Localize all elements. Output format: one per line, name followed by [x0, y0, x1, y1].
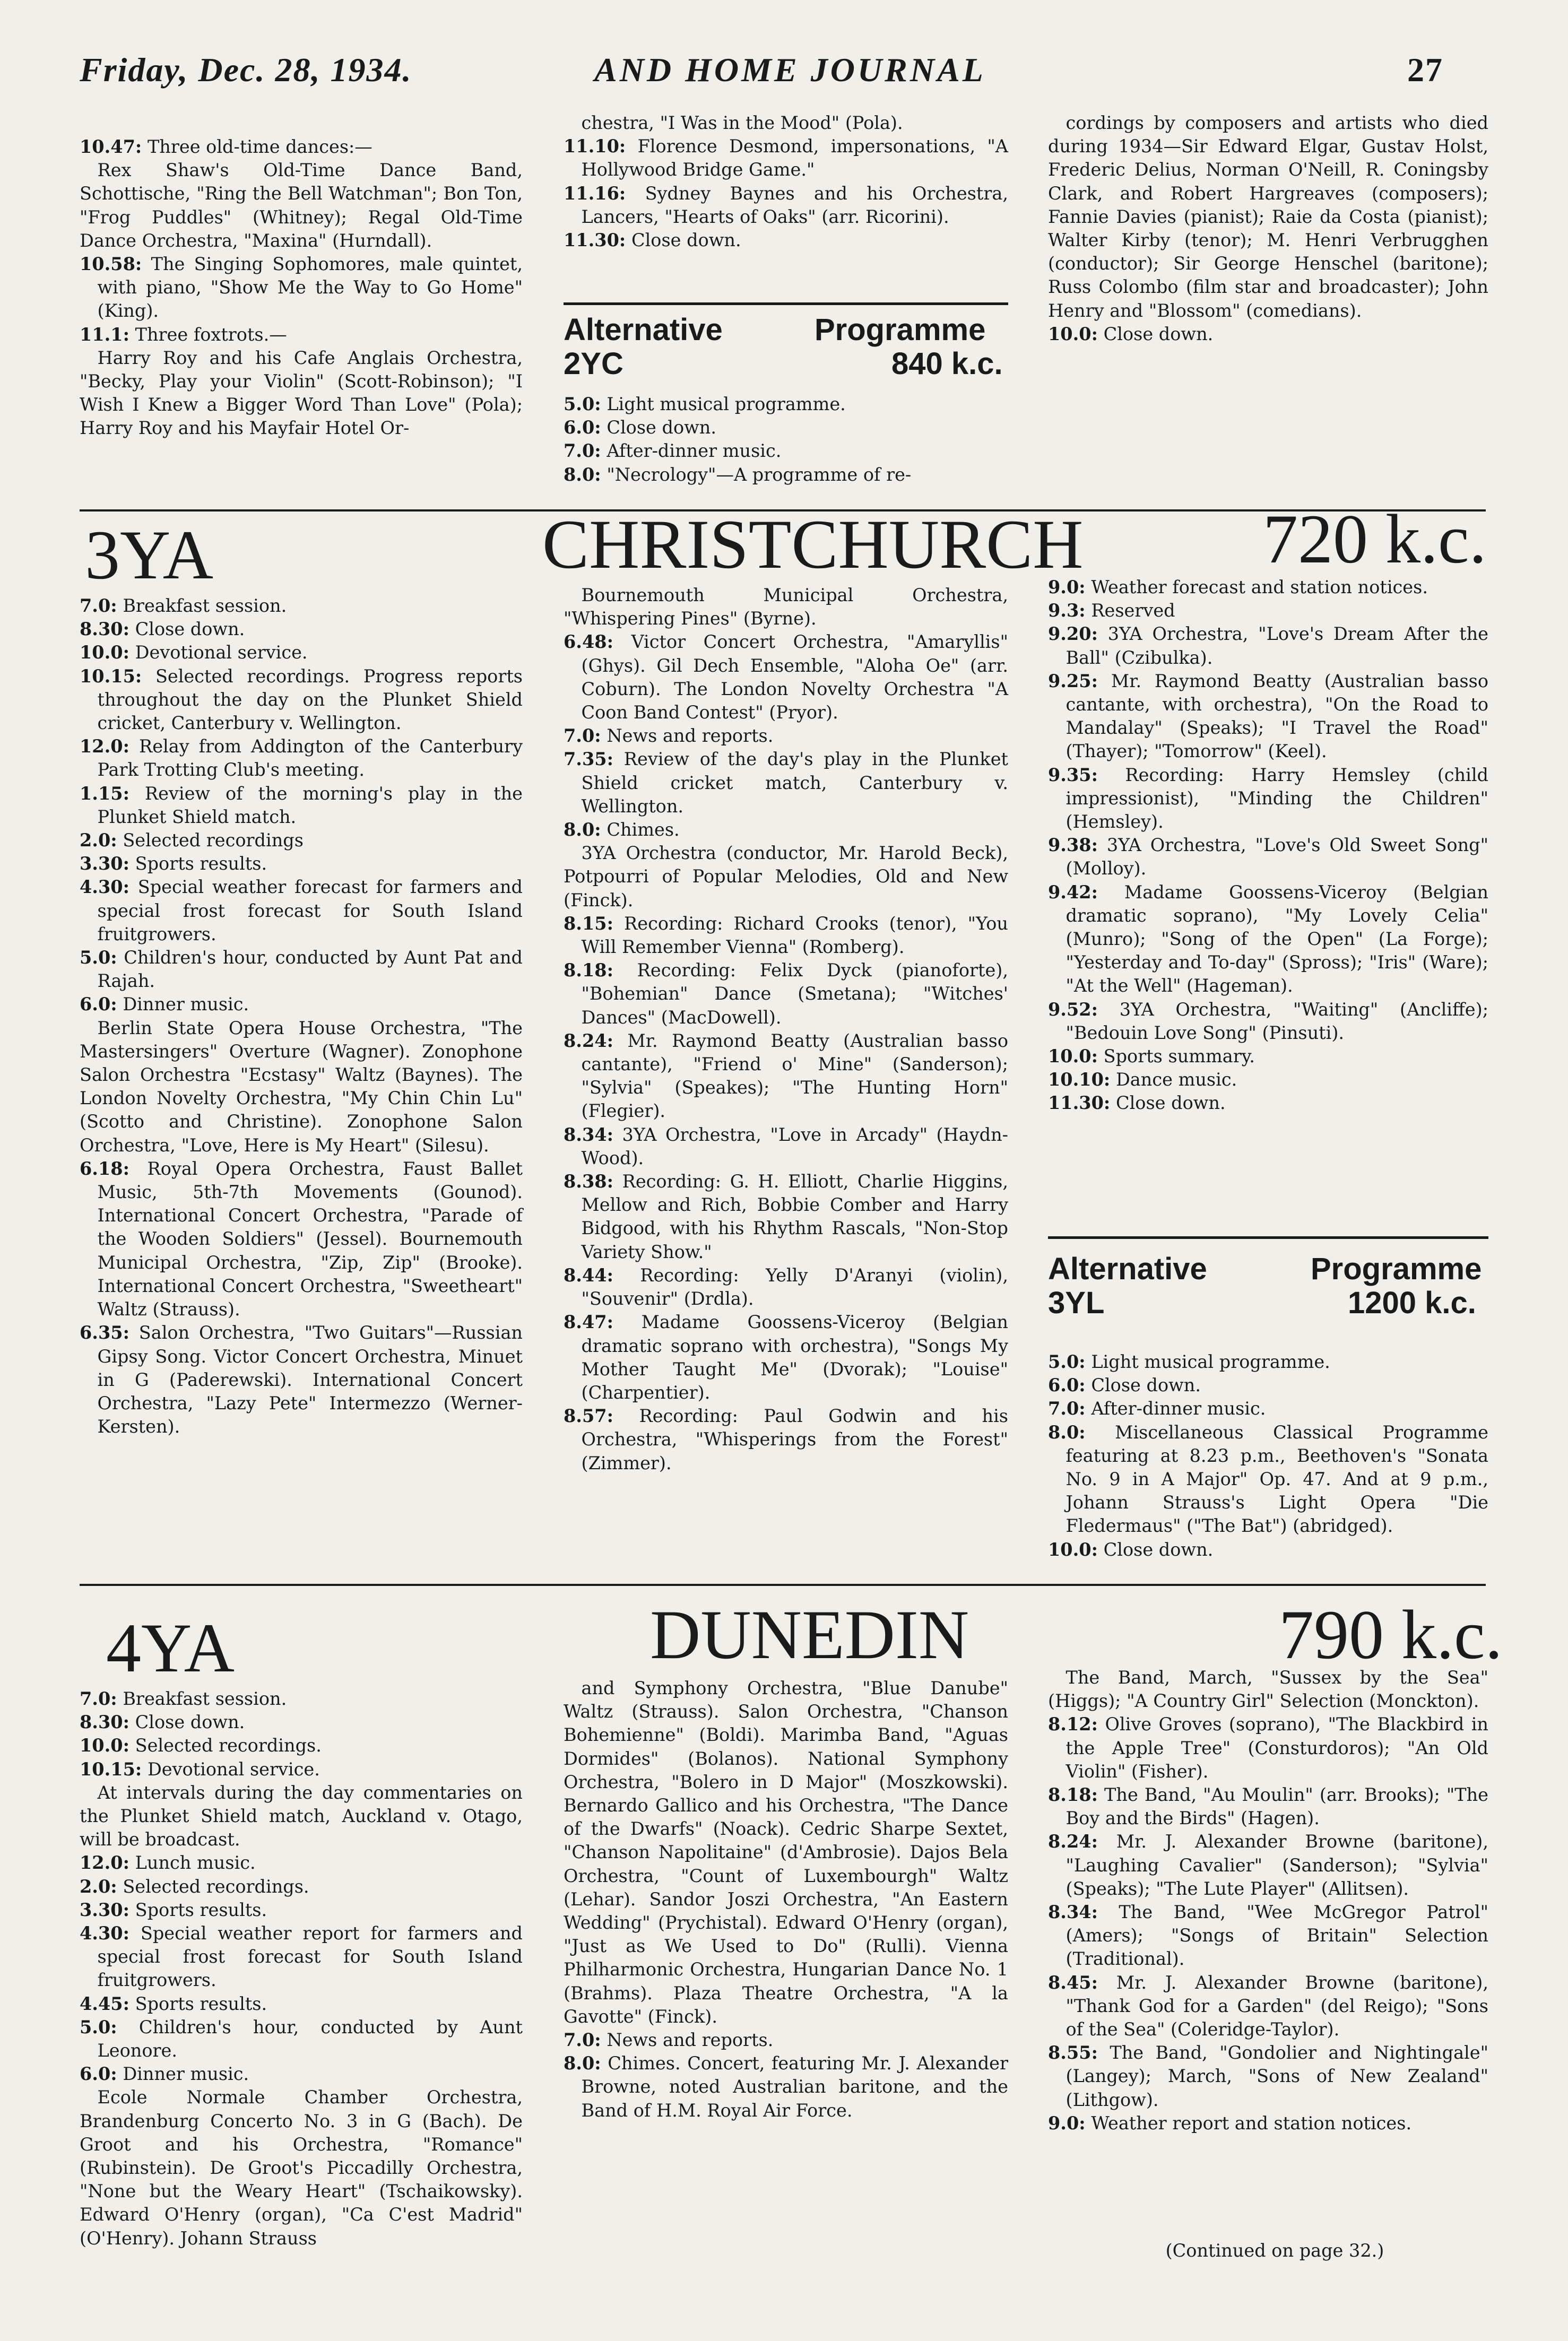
- programme-entry: [564, 1404, 1008, 1475]
- entry-text: Three old-time dances:—: [147, 136, 372, 157]
- entry-time: 5.0:: [1048, 1351, 1086, 1372]
- entry-time: 3.30:: [80, 853, 129, 874]
- entry-time: 6.0:: [80, 2063, 117, 2085]
- entry-time: 8.24:: [564, 1030, 613, 1051]
- entry-text: Reserved: [1091, 600, 1175, 621]
- programme-entry: [564, 818, 1008, 842]
- journal-title: AND HOME JOURNAL: [594, 51, 986, 89]
- entry-time: 8.0:: [1048, 1421, 1086, 1443]
- entry-text: The Band, "Gondolier and Nightingale" (Langey); March, "Sons of New Zealand" (Lithgow).: [1065, 2042, 1488, 2110]
- programme-entry: [80, 1992, 523, 2016]
- programme-entry: [80, 665, 523, 735]
- programme-entry: [564, 463, 1008, 487]
- entry-time: 5.0:: [564, 394, 601, 414]
- entry-time: 8.44:: [564, 1264, 613, 1286]
- entry-text: Recording: Yelly D'Aranyi (violin), "Souvenir" (Drdla).: [581, 1264, 1008, 1310]
- entry-time: 11.1:: [80, 324, 129, 345]
- programme-entry: [1048, 2112, 1488, 2135]
- entry-text: Close down.: [631, 230, 741, 251]
- entry-text: Miscellaneous Classical Programme featuring at 8.23 p.m., Beethoven's "Sonata No. 9 in A Major" Op. 47. And at 9 p.m., Johann Strauss's Light Opera "Die Fledermaus" ("The Bat") (abridged).: [1065, 1421, 1488, 1537]
- entry-text: Rex Shaw's Old-Time Dance Band, Schottische, "Ring the Bell Watchman"; Bon Ton, "Frog Puddles" (Whitney); Regal Old-Time Dance Orchestra, "Maxina" (Hurndall).: [80, 160, 523, 251]
- programme-entry: [564, 584, 1008, 630]
- entry-text: Dinner music.: [123, 994, 249, 1015]
- column: [564, 584, 1008, 1475]
- entry-text: cordings by composers and artists who died during 1934—Sir Edward Elgar, Gustav Holst, Frederic Delius, Norman O'Neill, R. Coningsby Clark, and Robert Hargreaves (composers); Fannie Davies (pianist); Raie da Costa (pianist); Walter Kirby (tenor); M. Henri Verbrugghen (conductor); Sir George Henschel (baritone); Russ Colombo (film star and broadcaster); John Henry and "Blossom" (comedians).: [1048, 112, 1488, 321]
- programme-entry: [80, 323, 523, 346]
- alt-station: 2YC: [564, 346, 623, 381]
- entry-time: 2.0:: [80, 1876, 117, 1897]
- programme-entry: [564, 1677, 1008, 2028]
- programme-entry: [564, 842, 1008, 912]
- continued-note: (Continued on page 32.): [1165, 2240, 1384, 2261]
- programme-entry: [80, 829, 523, 852]
- entry-time: 6.48:: [564, 631, 613, 653]
- entry-time: 8.34:: [564, 1124, 613, 1145]
- entry-text: Weather forecast and station notices.: [1091, 577, 1428, 597]
- entry-text: Recording: G. H. Elliott, Charlie Higgins, Mellow and Rich, Bobbie Comber and Harry Bidgood, with his Rhythm Rascals, "Non-Stop Variety Show.": [581, 1171, 1009, 1262]
- programme-entry: [80, 2086, 523, 2250]
- entry-text: Mr. Raymond Beatty (Australian basso cantante), "Friend o' Mine" (Sanderson); "Sylvia" (Speakes); "The Hunting Horn" (Flegier).: [581, 1030, 1008, 1122]
- programme-entry: [1048, 1538, 1488, 1562]
- entry-text: Sports results.: [135, 1993, 267, 2014]
- entry-time: 11.10:: [564, 136, 626, 157]
- entry-text: Florence Desmond, impersonations, "A Hollywood Bridge Game.": [581, 136, 1009, 180]
- entry-time: 7.0:: [564, 725, 601, 747]
- entry-time: 12.0:: [80, 1852, 129, 1874]
- programme-entry: [80, 852, 523, 875]
- entry-text: Recording: Harry Hemsley (child impressionist), "Minding the Children" (Hemsley).: [1065, 764, 1488, 833]
- programme-entry: [564, 748, 1008, 818]
- entry-time: 8.15:: [564, 913, 613, 934]
- entry-time: 4.30:: [80, 1923, 129, 1944]
- entry-text: The Band, "Wee McGregor Patrol" (Amers); "Songs of Britain" Selection (Traditional).: [1065, 1902, 1488, 1970]
- programme-entry: [1048, 834, 1488, 880]
- programme-entry: [1048, 998, 1488, 1045]
- entry-time: 2.0:: [80, 830, 117, 851]
- entry-time: 7.0:: [80, 1688, 117, 1709]
- entry-text: Special weather report for farmers and special frost forecast for South Island fruitgrowers.: [97, 1923, 523, 1991]
- entry-time: 8.0:: [564, 819, 601, 840]
- entry-time: 8.45:: [1048, 1972, 1098, 1993]
- programme-entry: [80, 1157, 523, 1321]
- entry-text: Sports summary.: [1103, 1046, 1255, 1067]
- entry-text: Dance music.: [1115, 1069, 1237, 1090]
- alt-label: Programme: [815, 313, 986, 347]
- entry-time: 8.0:: [564, 2053, 601, 2074]
- entry-text: Close down.: [1115, 1093, 1226, 1114]
- column: [564, 111, 1008, 252]
- entry-time: 11.30:: [564, 230, 626, 251]
- entry-time: 8.18:: [564, 960, 613, 981]
- programme-entry: [80, 1734, 523, 1757]
- entry-text: Selected recordings.: [135, 1735, 322, 1756]
- programme-entry: [1048, 1091, 1488, 1115]
- entry-text: Madame Goossens-Viceroy (Belgian dramatic soprano), "My Lovely Celia" (Munro); "Song of the Open" (La Forge); "Yesterday and To-day" (Spross); "Iris" (Ware); "At the Well" (Hageman).: [1065, 881, 1488, 996]
- programme-entry: [1048, 764, 1488, 834]
- entry-text: Children's hour, conducted by Aunt Leonore.: [97, 2016, 523, 2061]
- entry-text: Salon Orchestra, "Two Guitars"—Russian Gipsy Song. Victor Concert Orchestra, Minuet in G (Paderewski). International Concert Orchestra, "Lazy Pete" Intermezzo (Werner-Kersten).: [97, 1322, 523, 1437]
- entry-time: 10.0:: [80, 642, 129, 663]
- programme-entry: [1048, 111, 1488, 323]
- entry-text: Olive Groves (soprano), "The Blackbird in the Apple Tree" (Consturdoros); "An Old Violin" (Fisher).: [1065, 1714, 1488, 1782]
- entry-time: 5.0:: [80, 2016, 117, 2037]
- programme-entry: [1048, 599, 1488, 622]
- entry-time: 7.0:: [80, 595, 117, 616]
- programme-entry: [80, 2062, 523, 2086]
- entry-time: 6.0:: [564, 417, 601, 438]
- entry-time: 10.10:: [1048, 1069, 1111, 1090]
- programme-entry: [80, 1922, 523, 1992]
- entry-time: 9.3:: [1048, 600, 1086, 621]
- entry-time: 1.15:: [80, 783, 129, 804]
- programme-entry: [564, 2052, 1008, 2122]
- entry-time: 6.35:: [80, 1322, 129, 1343]
- programme-entry: [80, 875, 523, 946]
- programme-entry: [564, 1170, 1008, 1264]
- entry-text: Close down.: [1091, 1375, 1201, 1396]
- entry-text: Chimes. Concert, featuring Mr. J. Alexander Browne, noted Australian baritone, and the Band of H.M. Royal Air Force.: [581, 2053, 1008, 2121]
- entry-time: 5.0:: [80, 947, 117, 968]
- programme-entry: [564, 1123, 1008, 1170]
- entry-time: 9.52:: [1048, 999, 1098, 1020]
- programme-entry: [80, 159, 523, 253]
- entry-time: 9.0:: [1048, 577, 1086, 597]
- entry-text: The Band, "Au Moulin" (arr. Brooks); "The Boy and the Birds" (Hagen).: [1065, 1784, 1488, 1829]
- entry-text: Review of the morning's play in the Plunket Shield match.: [97, 783, 523, 827]
- programme-entry: [564, 135, 1008, 181]
- entry-text: Recording: Richard Crooks (tenor), "You Will Remember Vienna" (Romberg).: [581, 913, 1008, 958]
- alt-label: Alternative: [1048, 1252, 1207, 1286]
- programme-entry: [564, 182, 1008, 229]
- entry-text: 3YA Orchestra, "Love in Arcady" (Haydn-Wood).: [581, 1124, 1008, 1168]
- entry-time: 6.0:: [80, 994, 117, 1015]
- programme-entry: [80, 135, 523, 159]
- entry-time: 10.15:: [80, 665, 142, 687]
- entry-text: Close down.: [1103, 323, 1214, 344]
- column: [1048, 576, 1488, 1115]
- entry-text: Review of the day's play in the Plunket Shield cricket match, Canterbury v. Wellington.: [581, 749, 1008, 817]
- entry-text: Three foxtrots.—: [135, 324, 287, 345]
- programme-entry: [1048, 1713, 1488, 1783]
- entry-time: 8.55:: [1048, 2042, 1098, 2063]
- entry-text: Light musical programme.: [607, 394, 846, 414]
- entry-text: Selected recordings: [123, 830, 304, 851]
- programme-entry: [80, 1687, 523, 1711]
- alt-station: 3YL: [1048, 1286, 1105, 1320]
- programme-entry: [80, 253, 523, 323]
- column: [1048, 111, 1488, 346]
- entry-time: 4.30:: [80, 877, 129, 898]
- programme-entry: [1048, 576, 1488, 599]
- entry-text: At intervals during the day commentaries on the Plunket Shield match, Auckland v. Otago, will be broadcast.: [80, 1782, 523, 1850]
- programme-entry: [1048, 1421, 1488, 1538]
- programme-entry: [1048, 1374, 1488, 1397]
- station-3ya-city: CHRISTCHURCH: [542, 505, 1084, 583]
- programme-entry: [80, 735, 523, 782]
- entry-text: Dinner music.: [123, 2063, 249, 2085]
- entry-text: Mr. J. Alexander Browne (baritone), "Laughing Cavalier" (Sanderson); "Sylvia" (Speaks); "The Lute Player" (Allitsen).: [1065, 1831, 1488, 1899]
- programme-entry: [564, 1311, 1008, 1404]
- entry-time: 9.42:: [1048, 881, 1098, 903]
- programme-entry: [564, 630, 1008, 724]
- entry-time: 10.0:: [1048, 1046, 1098, 1067]
- entry-text: The Band, March, "Sussex by the Sea" (Higgs); "A Country Girl" Selection (Monckton).: [1048, 1667, 1488, 1712]
- entry-text: 3YA Orchestra, "Love's Old Sweet Song" (Molloy).: [1065, 835, 1488, 879]
- programme-entry: [1048, 1068, 1488, 1091]
- alt-frequency: 1200 k.c.: [1348, 1286, 1476, 1320]
- entry-time: 8.34:: [1048, 1902, 1098, 1923]
- entry-time: 9.0:: [1048, 2112, 1086, 2134]
- entry-text: Bournemouth Municipal Orchestra, "Whispering Pines" (Byrne).: [564, 585, 1008, 629]
- programme-entry: [1048, 1350, 1488, 1374]
- programme-entry: [564, 393, 1008, 416]
- entry-text: and Symphony Orchestra, "Blue Danube" Waltz (Strauss). Salon Orchestra, "Chanson Bohemienne" (Boldi). Marimba Band, "Aguas Dormides" (Bolanos). National Symphony Orchestra, "Bolero in D Major" (Moszkowski). Bernardo Gallico and his Orchestra, "The Dance of the Dwarfs" (Noack). Cedric Sharpe Sextet, "Chanson Napolitaine" (d'Ambrosie). Dajos Bela Orchestra, "Count of Luxembourgh" Waltz (Lehar). Sandor Joszi Orchestra, "An Eastern Wedding" (Prychistal). Edward O'Henry (organ), "Just as We Used to Do" (Rulli). Vienna Philharmonic Orchestra, Hungarian Dance No. 1 (Brahms). Plaza Theatre Orchestra, "A la Gavotte" (Finck).: [564, 1678, 1008, 2027]
- programme-entry: [564, 439, 1008, 463]
- station-4ya-name: 4YA: [106, 1609, 235, 1687]
- programme-entry: [80, 1851, 523, 1875]
- programme-entry: [1048, 1397, 1488, 1420]
- column: [564, 393, 1008, 487]
- divider: [1048, 1236, 1488, 1239]
- column: [80, 1687, 523, 2250]
- entry-text: Recording: Paul Godwin and his Orchestra, "Whisperings from the Forest" (Zimmer).: [581, 1406, 1008, 1473]
- entry-text: Royal Opera Orchestra, Faust Ballet Music, 5th-7th Movements (Gounod). International Concert Orchestra, "Parade of the Wooden Soldiers" (Jessel). Bournemouth Municipal Orchestra, "Zip, Zip" (Brooke). International Concert Orchestra, "Sweetheart" Waltz (Strauss).: [97, 1158, 523, 1320]
- entry-text: Mr. Raymond Beatty (Australian basso cantante, with orchestra), "On the Road to Mandalay" (Speaks); "I Travel the Road" (Thayer); "Tomorrow" (Keel).: [1065, 670, 1488, 762]
- entry-time: 7.35:: [564, 749, 613, 770]
- entry-time: 4.45:: [80, 1993, 129, 2014]
- entry-time: 6.0:: [1048, 1375, 1086, 1396]
- programme-entry: [1048, 1783, 1488, 1830]
- programme-entry: [80, 618, 523, 641]
- alt-label: Alternative: [564, 313, 723, 347]
- entry-text: Recording: Felix Dyck (pianoforte), "Bohemian" Dance (Smetana); "Witches' Dances" (MacDowell).: [581, 960, 1009, 1028]
- programme-entry: [80, 1758, 523, 1781]
- entry-text: Chimes.: [607, 819, 680, 840]
- entry-time: 8.38:: [564, 1171, 613, 1192]
- programme-entry: [80, 1711, 523, 1734]
- issue-date: Friday, Dec. 28, 1934.: [80, 51, 412, 89]
- programme-entry: [80, 1781, 523, 1852]
- entry-text: Special weather forecast for farmers and special frost forecast for South Island fruitgrowers.: [97, 877, 523, 944]
- entry-text: Ecole Normale Chamber Orchestra, Brandenburg Concerto No. 3 in G (Bach). De Groot and his Orchestra, "Romance" (Rubinstein). De Groot's Piccadilly Orchestra, "None but the Weary Heart" (Tschaikowsky). Edward O'Henry (organ), "Ca C'est Madrid" (O'Henry). Johann Strauss: [80, 2087, 523, 2249]
- entry-text: 3YA Orchestra, "Love's Dream After the Ball" (Czibulka).: [1065, 623, 1488, 668]
- programme-entry: [1048, 2041, 1488, 2112]
- programme-entry: [80, 594, 523, 618]
- entry-text: Sydney Baynes and his Orchestra, Lancers, "Hearts of Oaks" (arr. Ricorini).: [581, 183, 1008, 227]
- entry-time: 3.30:: [80, 1899, 129, 1920]
- programme-entry: [564, 229, 1008, 252]
- programme-entry: [80, 346, 523, 440]
- entry-time: 10.0:: [1048, 323, 1098, 344]
- programme-entry: [1048, 881, 1488, 998]
- programme-entry: [80, 641, 523, 664]
- entry-time: 9.38:: [1048, 835, 1098, 856]
- entry-time: 8.47:: [564, 1312, 613, 1333]
- programme-entry: [1048, 622, 1488, 669]
- entry-time: 11.16:: [564, 183, 626, 204]
- page-number: 27: [1407, 51, 1443, 89]
- programme-entry: [1048, 1901, 1488, 1971]
- entry-time: 8.18:: [1048, 1784, 1098, 1806]
- entry-text: Weather report and station notices.: [1091, 2112, 1412, 2134]
- entry-text: Victor Concert Orchestra, "Amaryllis" (Ghys). Gil Dech Ensemble, "Aloha Oe" (arr. Coburn). The London Novelty Orchestra "A Coon Band Contest" (Pryor).: [581, 631, 1008, 723]
- entry-time: 10.0:: [80, 1735, 129, 1756]
- entry-text: The Singing Sophomores, male quintet, with piano, "Show Me the Way to Go Home" (King).: [97, 254, 523, 322]
- entry-text: Relay from Addington of the Canterbury Park Trotting Club's meeting.: [97, 736, 523, 781]
- programme-entry: [564, 1264, 1008, 1311]
- entry-time: 8.30:: [80, 619, 129, 640]
- entry-text: Devotional service.: [135, 642, 308, 663]
- entry-text: Close down.: [607, 417, 717, 438]
- station-4ya-frequency: 790 k.c.: [1279, 1596, 1503, 1674]
- programme-entry: [80, 1321, 523, 1438]
- programme-entry: [1048, 1666, 1488, 1713]
- programme-entry: [564, 724, 1008, 748]
- programme-entry: [564, 1029, 1008, 1123]
- entry-time: 12.0:: [80, 736, 129, 757]
- entry-time: 9.20:: [1048, 623, 1098, 645]
- entry-time: 7.0:: [1048, 1398, 1086, 1419]
- divider: [564, 302, 1008, 305]
- programme-entry: [564, 2028, 1008, 2052]
- entry-text: Sports results.: [135, 1899, 267, 1920]
- entry-text: "Necrology"—A programme of re-: [607, 464, 912, 485]
- programme-entry: [80, 993, 523, 1016]
- entry-time: 6.18:: [80, 1158, 129, 1179]
- entry-time: 8.30:: [80, 1712, 129, 1733]
- entry-text: News and reports.: [607, 2030, 774, 2051]
- programme-entry: [564, 912, 1008, 959]
- entry-time: 8.24:: [1048, 1831, 1098, 1852]
- entry-time: 10.15:: [80, 1758, 142, 1780]
- programme-entry: [80, 2016, 523, 2062]
- programme-entry: [1048, 670, 1488, 764]
- entry-text: Children's hour, conducted by Aunt Pat and Rajah.: [97, 947, 523, 992]
- entry-time: 7.0:: [564, 440, 601, 462]
- entry-time: 8.0:: [564, 464, 601, 485]
- entry-text: After-dinner music.: [607, 440, 782, 462]
- alt-frequency: 840 k.c.: [891, 346, 1003, 381]
- programme-entry: [564, 959, 1008, 1029]
- entry-time: 7.0:: [564, 2030, 601, 2051]
- programme-entry: [80, 782, 523, 829]
- entry-text: Light musical programme.: [1091, 1351, 1330, 1372]
- entry-time: 10.0:: [1048, 1539, 1098, 1560]
- entry-text: Lunch music.: [135, 1852, 256, 1874]
- programme-entry: [80, 1898, 523, 1922]
- entry-text: Devotional service.: [147, 1758, 320, 1780]
- section-rule: [80, 1584, 1486, 1586]
- entry-text: Berlin State Opera House Orchestra, "The Mastersingers" Overture (Wagner). Zonophone Salon Orchestra "Ecstasy" Waltz (Baynes). The London Novelty Orchestra, "My Chin Chin Lu" (Scotto and Christine). Zonophone Salon Orchestra, "Love, Here is My Heart" (Silesu).: [80, 1017, 523, 1156]
- entry-text: After-dinner music.: [1091, 1398, 1266, 1419]
- entry-time: 11.30:: [1048, 1093, 1111, 1114]
- programme-entry: [1048, 1045, 1488, 1068]
- entry-text: Close down.: [135, 1712, 245, 1733]
- entry-text: Breakfast session.: [123, 1688, 287, 1709]
- station-4ya-city: DUNEDIN: [650, 1596, 969, 1674]
- entry-text: 3YA Orchestra (conductor, Mr. Harold Beck), Potpourri of Popular Melodies, Old and New (Finck).: [564, 843, 1008, 911]
- entry-time: 8.12:: [1048, 1714, 1098, 1735]
- station-3ya-name: 3YA: [85, 516, 214, 594]
- entry-text: Mr. J. Alexander Browne (baritone), "Thank God for a Garden" (del Reigo); "Sons of the Sea" (Coleridge-Taylor).: [1065, 1972, 1488, 2040]
- station-3ya-frequency: 720 k.c.: [1263, 500, 1487, 578]
- programme-entry: [564, 111, 1008, 135]
- entry-text: 3YA Orchestra, "Waiting" (Ancliffe); "Bedouin Love Song" (Pinsuti).: [1065, 999, 1488, 1043]
- entry-text: Close down.: [135, 619, 245, 640]
- entry-time: 9.25:: [1048, 670, 1098, 691]
- entry-text: Selected recordings. Progress reports throughout the day on the Plunket Shield cricket, Canterbury v. Wellington.: [97, 665, 523, 734]
- entry-time: 8.57:: [564, 1406, 613, 1427]
- entry-text: Selected recordings.: [123, 1876, 309, 1897]
- programme-entry: [564, 416, 1008, 439]
- programme-entry: [1048, 323, 1488, 346]
- entry-time: 10.58:: [80, 254, 142, 275]
- entry-text: Sports results.: [135, 853, 267, 874]
- column: [1048, 1350, 1488, 1562]
- entry-text: News and reports.: [607, 725, 774, 747]
- column: [80, 135, 523, 440]
- entry-time: 10.47:: [80, 136, 142, 157]
- entry-text: Madame Goossens-Viceroy (Belgian dramatic soprano with orchestra), "Songs My Mother Taught Me" (Dvorak); "Louise" (Charpentier).: [581, 1312, 1009, 1403]
- entry-text: Breakfast session.: [123, 595, 287, 616]
- programme-entry: [80, 1017, 523, 1157]
- programme-entry: [1048, 1830, 1488, 1901]
- programme-entry: [1048, 1971, 1488, 2042]
- column: [1048, 1666, 1488, 2135]
- column: [564, 1677, 1008, 2122]
- column: [80, 594, 523, 1438]
- programme-entry: [80, 1875, 523, 1898]
- alt-label: Programme: [1311, 1252, 1482, 1286]
- entry-text: chestra, "I Was in the Mood" (Pola).: [581, 112, 903, 133]
- entry-time: 9.35:: [1048, 764, 1098, 785]
- entry-text: Close down.: [1103, 1539, 1214, 1560]
- programme-entry: [80, 946, 523, 993]
- entry-text: Harry Roy and his Cafe Anglais Orchestra, "Becky, Play your Violin" (Scott-Robinson); "I Wish I Knew a Bigger Word Than Love" (Pola); Harry Roy and his Mayfair Hotel Or-: [80, 347, 523, 439]
